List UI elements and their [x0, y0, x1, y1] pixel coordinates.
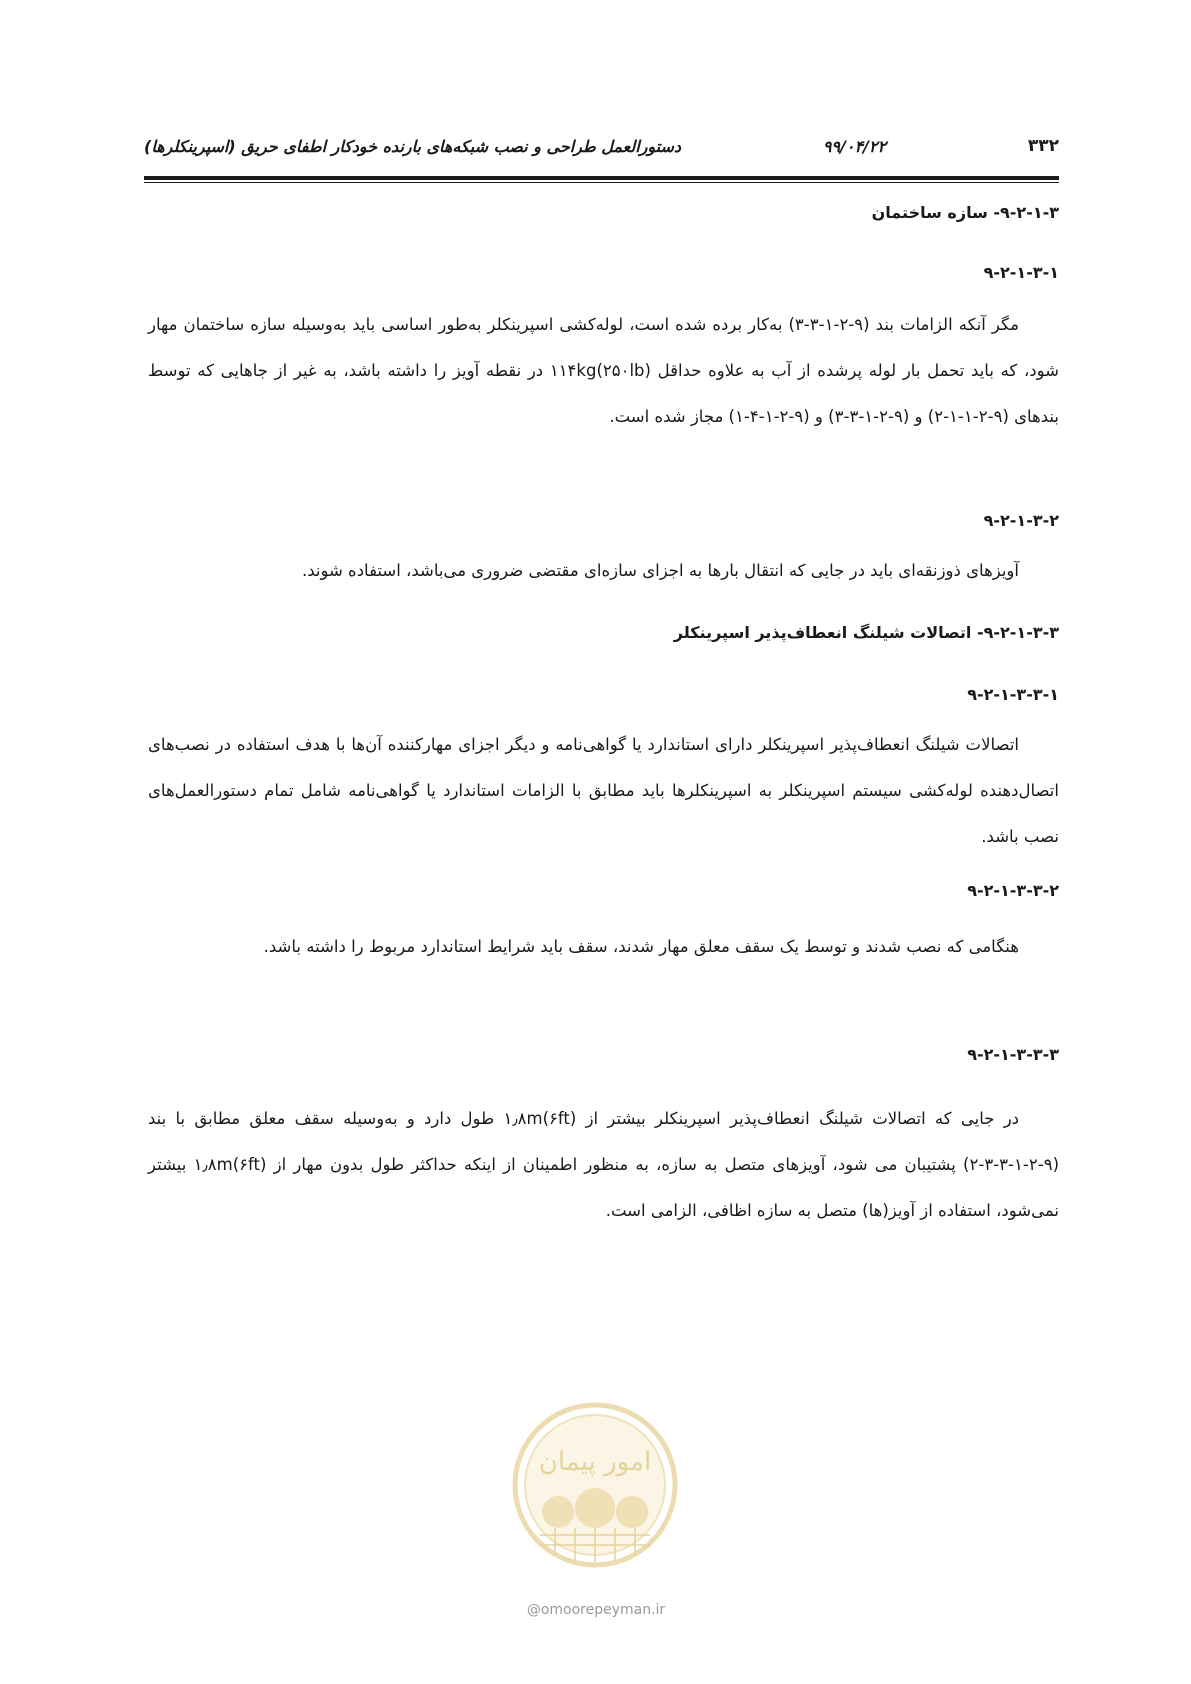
paragraph: اتصالات شیلنگ انعطاف‌پذیر اسپرینکلر دارای استاندارد یا گواهی‌نامه و دیگر اجزای مهارکننده آن‌ها با هدف استفاده در نصب‌های اتصال‌دهنده لوله‌کشی سیستم اسپرینکلر به اسپرینکلرها باید مطابق با الزامات استاندارد یا گواهی‌نامه شامل تمام دستورالعمل‌های نصب باشد.: [148, 735, 1059, 846]
page-number: ۳۳۲: [1027, 136, 1059, 156]
paragraph: مگر آنکه الزامات بند (۹-۲-۱-۳-۳) به‌کار برده شده است، لوله‌کشی اسپرینکلر به‌طور اساسی باید به‌وسیله سازه ساختمان مهار شود، که باید تحمل بار لوله پرشده از آب به علاوه حداقل ۱۱۴kg(۲۵۰lb) در نقطه آویز را داشته باشد، به غیر از جاهایی که توسط بندهای (۹-۲-۱-۱-۲) و (۹-۲-۱-۳-۳) و (۹-۲-۱-۴-۱) مجاز شده است.: [148, 315, 1059, 426]
watermark-logo: [510, 1400, 680, 1570]
clause-number: ۹-۲-۱-۳-۱: [983, 263, 1059, 282]
header-title: دستورالعمل طراحی و نصب شبکه‌های بارنده خودکار اطفای حریق (اسپرینکلرها): [144, 136, 682, 156]
header-rule-thick: [144, 176, 1059, 180]
clause-number: ۹-۲-۱-۳-۳-۱: [967, 685, 1059, 704]
paragraph: هنگامی که نصب شدند و توسط یک سقف معلق مهار شدند، سقف باید شرایط استاندارد مربوط را داشته باشد.: [263, 937, 1019, 956]
section-heading-flexible-hose: ۹-۲-۱-۳-۳- اتصالات شیلنگ انعطاف‌پذیر اسپرینکلر: [673, 623, 1059, 642]
header-date: ۹۹/۰۴/۲۲: [822, 136, 887, 156]
website-label: @omoorepeyman.ir: [526, 1602, 666, 1618]
page-header: [144, 132, 1059, 160]
clause-number: ۹-۲-۱-۳-۳-۳: [967, 1045, 1059, 1064]
svg-text:امور پیمان: امور پیمان: [538, 1447, 652, 1477]
paragraph: آویزهای ذوزنقه‌ای باید در جایی که انتقال بارها به اجزای سازه‌ای مقتضی ضروری می‌باشد، استفاده شوند.: [301, 561, 1019, 580]
clause-number: ۹-۲-۱-۳-۲: [983, 511, 1059, 530]
clause-number: ۹-۲-۱-۳-۳-۲: [967, 881, 1059, 900]
paragraph: در جایی که اتصالات شیلنگ انعطاف‌پذیر اسپرینکلر بیشتر از ۱٫۸m(۶ft) طول دارد و به‌وسیله سقف معلق مطابق با بند (۹-۲-۱-۳-۳-۲) پشتیبان می شود، آویزهای متصل به سازه، به منظور اطمینان از اینکه حداکثر طول بدون مهار از ۱٫۸m(۶ft) بیشتر نمی‌شود، استفاده از آویز(ها) متصل به سازه اظافی، الزامی است.: [148, 1109, 1059, 1220]
header-rule-thin: [144, 182, 1059, 183]
section-heading-structure: ۹-۲-۱-۳- سازه ساختمان: [871, 203, 1059, 222]
